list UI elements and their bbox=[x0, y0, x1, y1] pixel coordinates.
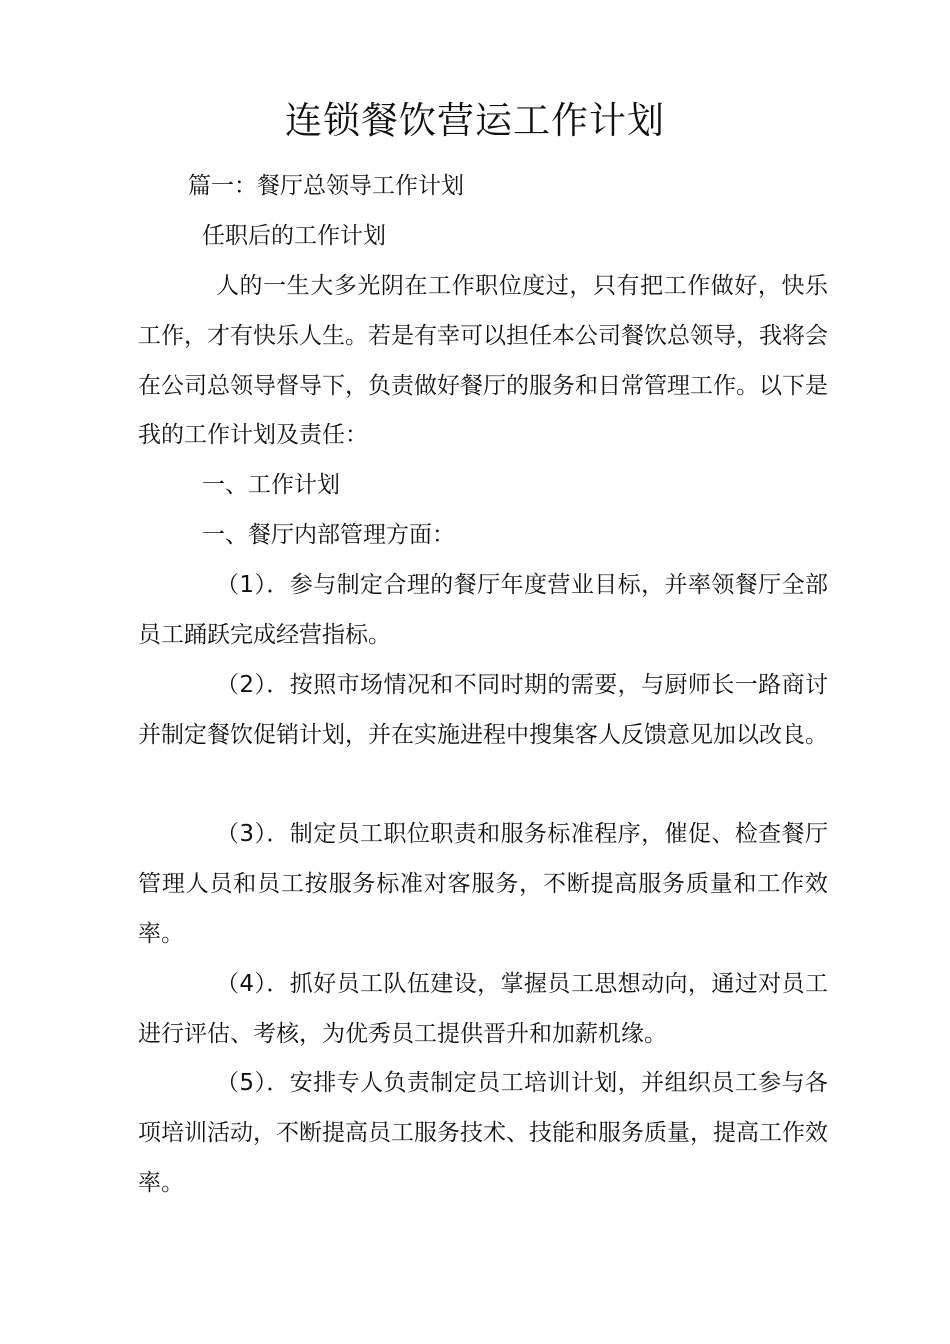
intro-paragraph: 人的一生大多光阴在工作职位度过，只有把工作做好，快乐工作，才有快乐人生。若是有幸可以担任本公司餐饮总领导，我将会在公司总领导督导下，负责做好餐厅的服务和日常管理工作。以下是我的工作计划及责任： bbox=[138, 273, 828, 449]
list-item-3: （3）．制定员工职位职责和服务标准程序，催促、检查餐厅管理人员和员工按服务标准对客服务，不断提高服务质量和工作效率。 bbox=[138, 821, 828, 947]
subheading: 任职后的工作计划 bbox=[202, 223, 386, 249]
part-heading: 一、工作计划 bbox=[202, 472, 340, 498]
list-item-1: （1）．参与制定合理的餐厅年度营业目标，并率领餐厅全部员工踊跃完成经营指标。 bbox=[138, 572, 828, 648]
sub-part-heading: 一、餐厅内部管理方面： bbox=[202, 522, 455, 548]
list-item-2: （2）．按照市场情况和不同时期的需要，与厨师长一路商讨并制定餐饮促销计划，并在实施进程中搜集客人反馈意见加以改良。 bbox=[138, 672, 828, 748]
section-heading: 篇一：餐厅总领导工作计划 bbox=[188, 173, 464, 199]
list-item-5: （5）．安排专人负责制定员工培训计划，并组织员工参与各项培训活动，不断提高员工服务技术、技能和服务质量，提高工作效率。 bbox=[138, 1070, 828, 1196]
document-title: 连锁餐饮营运工作计划 bbox=[285, 99, 665, 142]
list-item-4: （4）．抓好员工队伍建设，掌握员工思想动向，通过对员工进行评估、考核，为优秀员工提供晋升和加薪机缘。 bbox=[138, 971, 828, 1047]
